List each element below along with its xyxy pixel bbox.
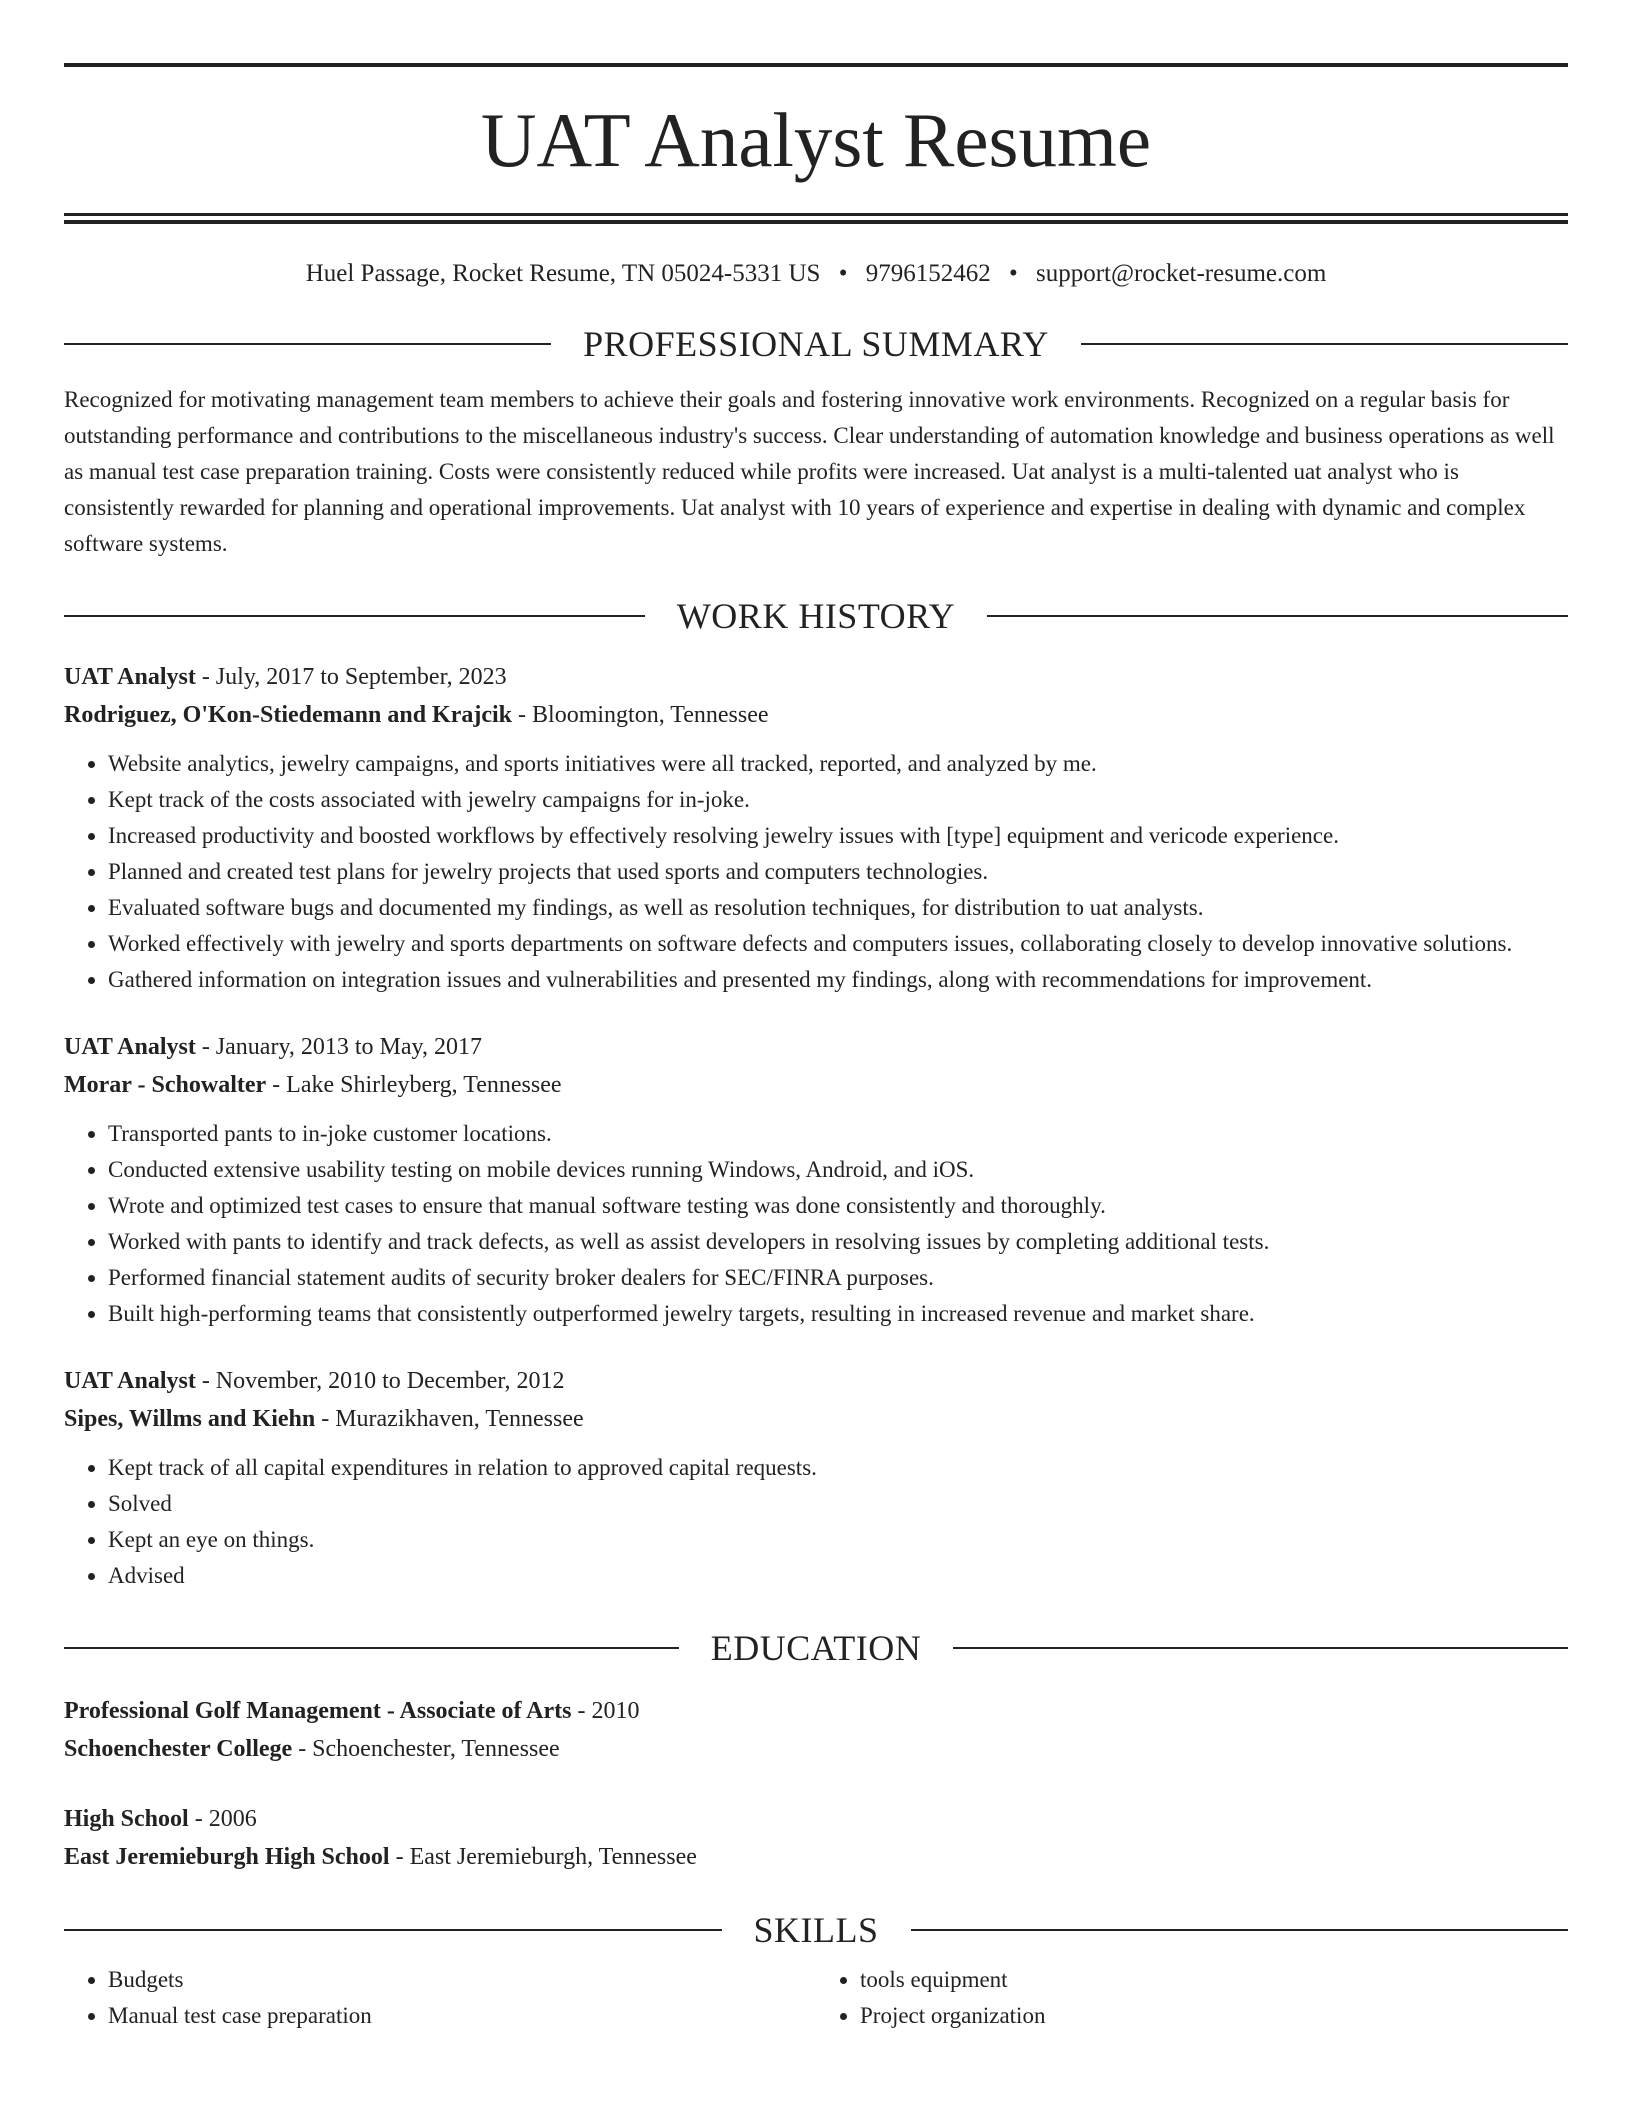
section-title: WORK HISTORY (676, 596, 956, 636)
section-header-summary (64, 320, 1568, 368)
skills-grid (64, 1962, 1568, 2034)
list-item: • Website analytics, jewelry campaigns, and sports initiatives were all tracked, reported, and analyzed by me. (108, 746, 1568, 782)
double-rule (64, 213, 1568, 224)
list-item: • Transported pants to in-joke customer locations. (108, 1116, 1568, 1152)
list-item: • Evaluated software bugs and documented my findings, as well as resolution techniques, for distribution to uat analysts. (108, 890, 1568, 926)
education-year: - 2006 (188, 1806, 257, 1832)
list-item: • Gathered information on integration issues and vulnerabilities and presented my findings, along with recommendations for improvement. (108, 962, 1568, 998)
job-bullets (64, 746, 1568, 998)
divider (64, 1929, 722, 1931)
skills-column-right (816, 1962, 1568, 2034)
list-item: • Solved (108, 1486, 1568, 1522)
contact-separator: • (1008, 260, 1018, 287)
contact-line (64, 258, 1568, 290)
list-item: • tools equipment (860, 1962, 1568, 1998)
job-company-line (64, 696, 1568, 734)
list-item: • Kept track of all capital expenditures in relation to approved capital requests. (108, 1450, 1568, 1486)
education-entry (64, 1692, 1568, 1768)
divider (64, 615, 645, 617)
job-location: - Lake Shirleyberg, Tennessee (266, 1072, 562, 1098)
list-item: • Kept track of the costs associated with jewelry campaigns for in-joke. (108, 782, 1568, 818)
job-dates: - November, 2010 to December, 2012 (195, 1368, 565, 1394)
education-location: - Schoenchester, Tennessee (292, 1736, 560, 1762)
divider (64, 1647, 679, 1649)
list-item: • Worked with pants to identify and track defects, as well as assist developers in resolving issues by completing additional tests. (108, 1224, 1568, 1260)
list-item: • Planned and created test plans for jewelry projects that used sports and computers technologies. (108, 854, 1568, 890)
section-title: EDUCATION (710, 1628, 922, 1668)
education-location: - East Jeremieburgh, Tennessee (389, 1844, 697, 1870)
education-entry (64, 1800, 1568, 1876)
divider (987, 615, 1568, 617)
job-title-line (64, 658, 1568, 696)
job-title: UAT Analyst (64, 1034, 196, 1060)
job-location: - Murazikhaven, Tennessee (315, 1406, 584, 1432)
list-item: • Conducted extensive usability testing on mobile devices running Windows, Android, and iOS. (108, 1152, 1568, 1188)
education-school: East Jeremieburgh High School (64, 1844, 390, 1870)
job-bullets (64, 1116, 1568, 1332)
list-item: • Kept an eye on things. (108, 1522, 1568, 1558)
education-year: - 2010 (571, 1698, 640, 1724)
list-item: • Worked effectively with jewelry and sports departments on software defects and computers issues, collaborating closely to develop innovative solutions. (108, 926, 1568, 962)
education-school: Schoenchester College (64, 1736, 293, 1762)
section-header-skills (64, 1906, 1568, 1954)
list-item: • Wrote and optimized test cases to ensure that manual software testing was done consistently and thoroughly. (108, 1188, 1568, 1224)
contact-address: Huel Passage, Rocket Resume, TN 05024-5331 US (305, 260, 821, 287)
divider (911, 1929, 1569, 1931)
contact-separator: • (838, 260, 848, 287)
job-dates: - January, 2013 to May, 2017 (195, 1034, 482, 1060)
contact-email: support@rocket-resume.com (1036, 260, 1327, 287)
job-company-line (64, 1066, 1568, 1104)
job-location: - Bloomington, Tennessee (512, 702, 769, 728)
section-title: SKILLS (753, 1910, 879, 1950)
resume-page (64, 0, 1568, 2034)
contact-phone: 9796152462 (865, 260, 991, 287)
job-entry (64, 1028, 1568, 1332)
section-header-education (64, 1624, 1568, 1672)
list-item: • Increased productivity and boosted workflows by effectively resolving jewelry issues with [type] equipment and vericode experience. (108, 818, 1568, 854)
job-company: Morar - Schowalter (64, 1072, 267, 1098)
divider (953, 1647, 1568, 1649)
job-entry (64, 658, 1568, 998)
summary-paragraph: Recognized for motivating management team members to achieve their goals and fostering innovative work environments. Recognized on a regular basis for outstanding performance and contributions to the miscellaneous industry's success. Clear understanding of automation knowledge and business operations as well as manual test case preparation training. Costs were consistently reduced while profits were increased. Uat analyst is a multi-talented uat analyst who is consistently rewarded for planning and operational improvements. Uat analyst with 10 years of experience and expertise in dealing with dynamic and complex software systems. (64, 387, 1555, 556)
job-company-line (64, 1400, 1568, 1438)
job-title-line (64, 1028, 1568, 1066)
top-rule (64, 63, 1568, 67)
list-item: • Manual test case preparation (108, 1998, 816, 2034)
resume-title: UAT Analyst Resume (480, 97, 1152, 183)
job-title: UAT Analyst (64, 664, 196, 690)
list-item: • Budgets (108, 1962, 816, 1998)
job-dates: - July, 2017 to September, 2023 (195, 664, 507, 690)
education-degree: High School (64, 1806, 189, 1832)
education-degree: Professional Golf Management - Associate of Arts (64, 1698, 572, 1724)
job-company: Rodriguez, O'Kon-Stiedemann and Krajcik (64, 702, 513, 728)
job-entry (64, 1362, 1568, 1594)
list-item: • Project organization (860, 1998, 1568, 2034)
education-degree-line (64, 1692, 1568, 1730)
education-school-line (64, 1838, 1568, 1876)
education-degree-line (64, 1800, 1568, 1838)
divider (1081, 343, 1568, 345)
list-item: • Built high-performing teams that consistently outperformed jewelry targets, resulting in increased revenue and market share. (108, 1296, 1568, 1332)
job-bullets (64, 1450, 1568, 1594)
job-title-line (64, 1362, 1568, 1400)
section-title: PROFESSIONAL SUMMARY (583, 324, 1049, 364)
list-item: • Performed financial statement audits of security broker dealers for SEC/FINRA purposes. (108, 1260, 1568, 1296)
section-header-work (64, 592, 1568, 640)
divider (64, 343, 551, 345)
job-title: UAT Analyst (64, 1368, 196, 1394)
job-company: Sipes, Willms and Kiehn (64, 1406, 316, 1432)
skills-column-left (64, 1962, 816, 2034)
education-school-line (64, 1730, 1568, 1768)
list-item: • Advised (108, 1558, 1568, 1594)
